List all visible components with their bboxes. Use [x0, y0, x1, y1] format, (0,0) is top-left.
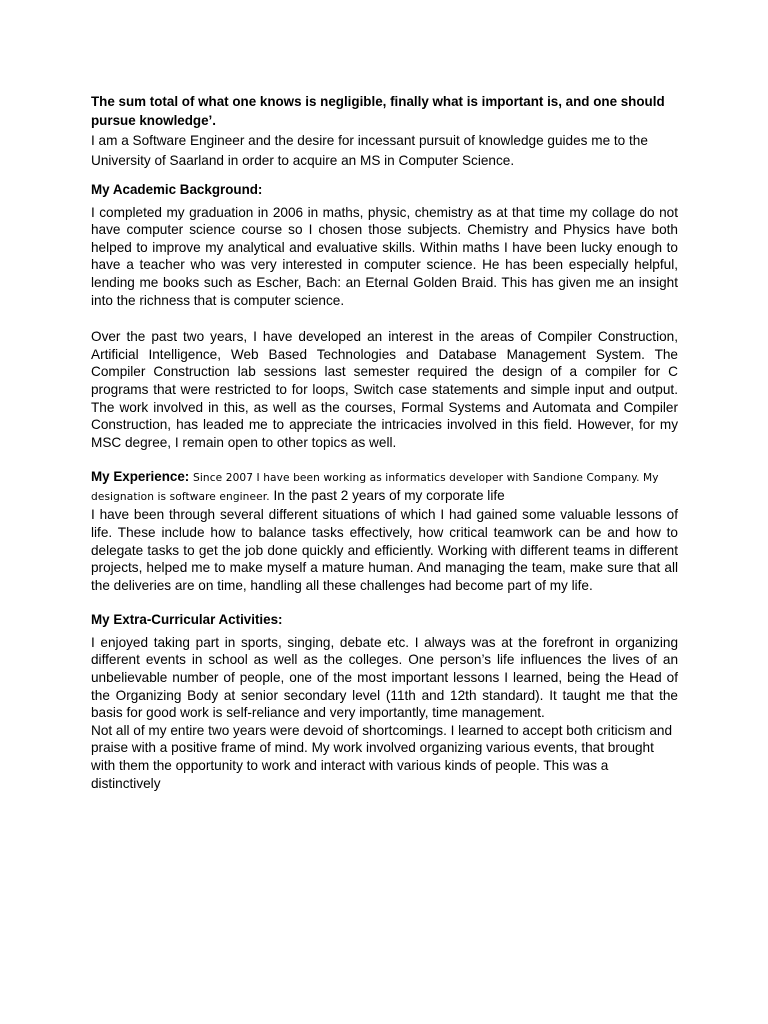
experience-paragraph: I have been through several different situations of which I had gained some valuable lessons of life. These include how to balance tasks effectively, how critical teamwork can be and how to delegate tasks to get the job done quickly and efficiently. Working with different teams in different projects, helped me to make myself a mature human. And managing the team, make sure that all the deliveries are on time, handling all these challenges had become part of my life.	[91, 507, 678, 593]
experience-inline-tail: In the past 2 years of my corporate life	[273, 488, 505, 504]
experience-heading: My Experience:	[91, 469, 190, 485]
academic-graduation-paragraph: I completed my graduation in 2006 in maths, physic, chemistry as at that time my collage do not have computer science course so I chosen those subjects. Chemistry and Physics have both helped to improve my analytical and evaluative skills. Within maths I have been lucky enough to have a teacher who was very interested in computer science. He has been especially helpful, lending me books such as Escher, Bach: an Eternal Golden Braid. This has given me an insight into the richness that is computer science.	[91, 204, 678, 308]
extra-curricular-heading: My Extra-Curricular Activities:	[91, 612, 283, 628]
academic-background-heading: My Academic Background:	[91, 182, 263, 197]
document-page	[91, 92, 678, 792]
academic-interests-paragraph: Over the past two years, I have developed an interest in the areas of Compiler Construction, Artificial Intelligence, Web Based Technologies and Database Management System. The Compiler Construction lab sessions last semester required the design of a compiler for C programs that were restricted to for loops, Switch case statements and simple input and output. The work involved in this, as well as the courses, Formal Systems and Automata and Compiler Construction, has leaded me to appreciate the intricacies involved in this field. However, for my MSC degree, I remain open to other topics as well.	[91, 329, 678, 450]
intro-paragraph: I am a Software Engineer and the desire for incessant pursuit of knowledge guides me to the University of Saarland in order to acquire an MS in Computer Science.	[91, 133, 648, 168]
experience-inline-note: Since 2007 I have been working as informatics developer with Sandione Company. My designation is software engineer.	[91, 472, 659, 504]
extra-curricular-paragraph: I enjoyed taking part in sports, singing, debate etc. I always was at the forefront in organizing different events in school as well as the colleges. One person’s life influences the lives of an unbelievable number of people, one of the most important lessons I learned, being the Head of the Organizing Body at senior secondary level (11th and 12th standard). It taught me that the basis for good work is self-reliance and very importantly, time management.	[91, 634, 678, 721]
experience-intro-line	[91, 468, 678, 506]
opening-quote: The sum total of what one knows is negligible, finally what is important is, and one should pursue knowledge’.	[91, 94, 665, 128]
extra-curricular-paragraph-2: Not all of my entire two years were devoid of shortcomings. I learned to accept both criticism and praise with a positive frame of mind. My work involved organizing various events, that brought with them the opportunity to work and interact with various kinds of people. This was a distinctively	[91, 722, 673, 791]
